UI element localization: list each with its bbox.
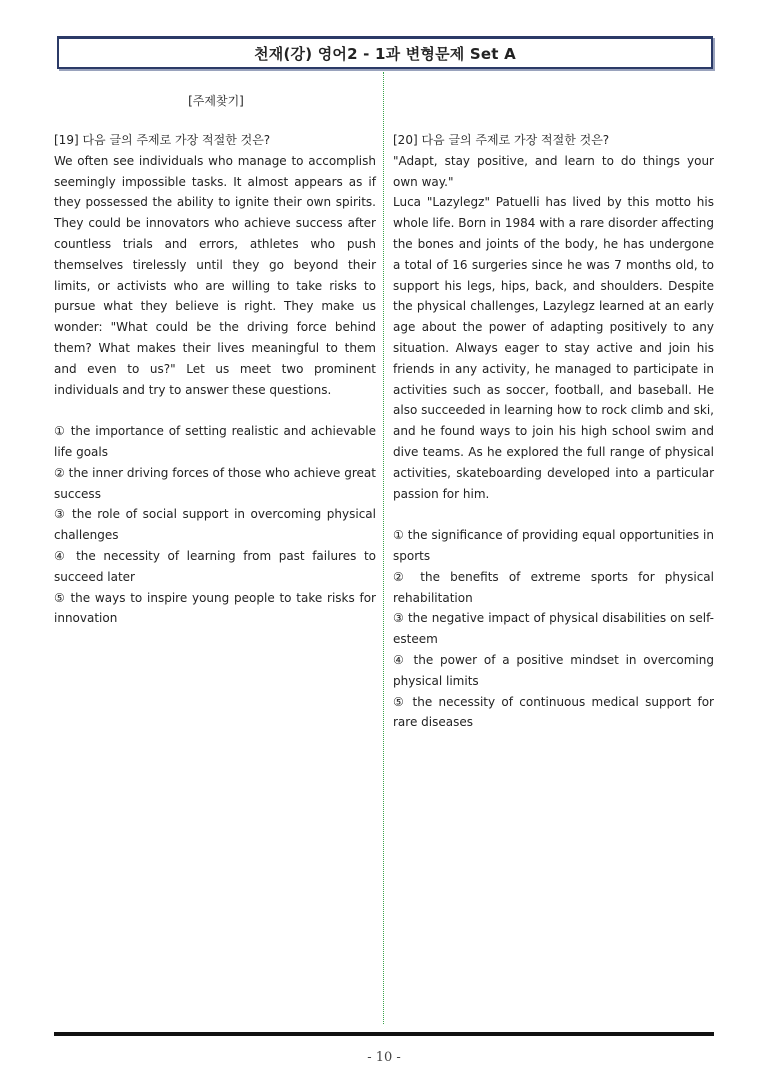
column-divider bbox=[383, 72, 384, 1024]
question-prompt: [20] 다음 글의 주제로 가장 적절한 것은? bbox=[393, 133, 610, 147]
choice-4: ④ the necessity of learning from past failures to succeed later bbox=[54, 548, 376, 584]
section-heading: [주제찾기] bbox=[188, 94, 244, 108]
choice-3: ③ the role of social support in overcoming physical challenges bbox=[54, 507, 376, 543]
footer-rule bbox=[54, 1032, 714, 1036]
question-20 bbox=[393, 130, 714, 733]
question-19 bbox=[54, 130, 376, 629]
choice-1: ① the importance of setting realistic and achievable life goals bbox=[54, 424, 376, 459]
choice-3: ③ the negative impact of physical disabilities on self-esteem bbox=[393, 611, 714, 647]
page-title-box bbox=[57, 36, 713, 69]
passage-text: We often see individuals who manage to accomplish seemingly impossible tasks. It almost appears as if they possessed the ability to ignite their own spirits. They could be innovators who achieve success after countless trials and errors, athletes who push themselves tirelessly until they go beyond their limits, or activists who are willing to take risks to pursue what they believe is right. They make us wonder: "What could be the driving force behind them? What makes their lives meaningful to them and even to us?" Let us meet two prominent individuals and try to answer these questions. bbox=[54, 153, 376, 397]
choice-4: ④ the power of a positive mindset in overcoming physical limits bbox=[393, 652, 714, 688]
choice-1: ① the significance of providing equal opportunities in sports bbox=[393, 528, 714, 563]
choice-5: ⑤ the necessity of continuous medical support for rare diseases bbox=[393, 694, 714, 730]
choice-2: ② the benefits of extreme sports for physical rehabilitation bbox=[393, 569, 714, 605]
motto-quote: "Adapt, stay positive, and learn to do things your own way." bbox=[393, 153, 714, 189]
passage-text: Luca "Lazylegz" Patuelli has lived by this motto his whole life. Born in 1984 with a rare disorder affecting the bones and joints of the body, he has undergone a total of 16 surgeries since he was 7 months old, to support his legs, hips, back, and shoulders. Despite the physical challenges, Lazylegz learned at an early age about the power of adapting positively to any situation. Always eager to stay active and join his friends in any activity, he managed to participate in activities such as soccer, football, and baseball. He also succeeded in learning how to rock climb and ski, and he found ways to join his high school swim and dive teams. As he explored the full range of physical activities, skateboarding developed into a particular passion for him. bbox=[393, 195, 714, 501]
page-title: 천재(강) 영어2 - 1과 변형문제 Set A bbox=[254, 44, 516, 63]
question-prompt: [19] 다음 글의 주제로 가장 적절한 것은? bbox=[54, 133, 271, 147]
choice-2: ② the inner driving forces of those who achieve great success bbox=[54, 465, 376, 501]
choice-5: ⑤ the ways to inspire young people to take risks for innovation bbox=[54, 590, 376, 626]
page-number: - 10 - bbox=[367, 1050, 401, 1065]
